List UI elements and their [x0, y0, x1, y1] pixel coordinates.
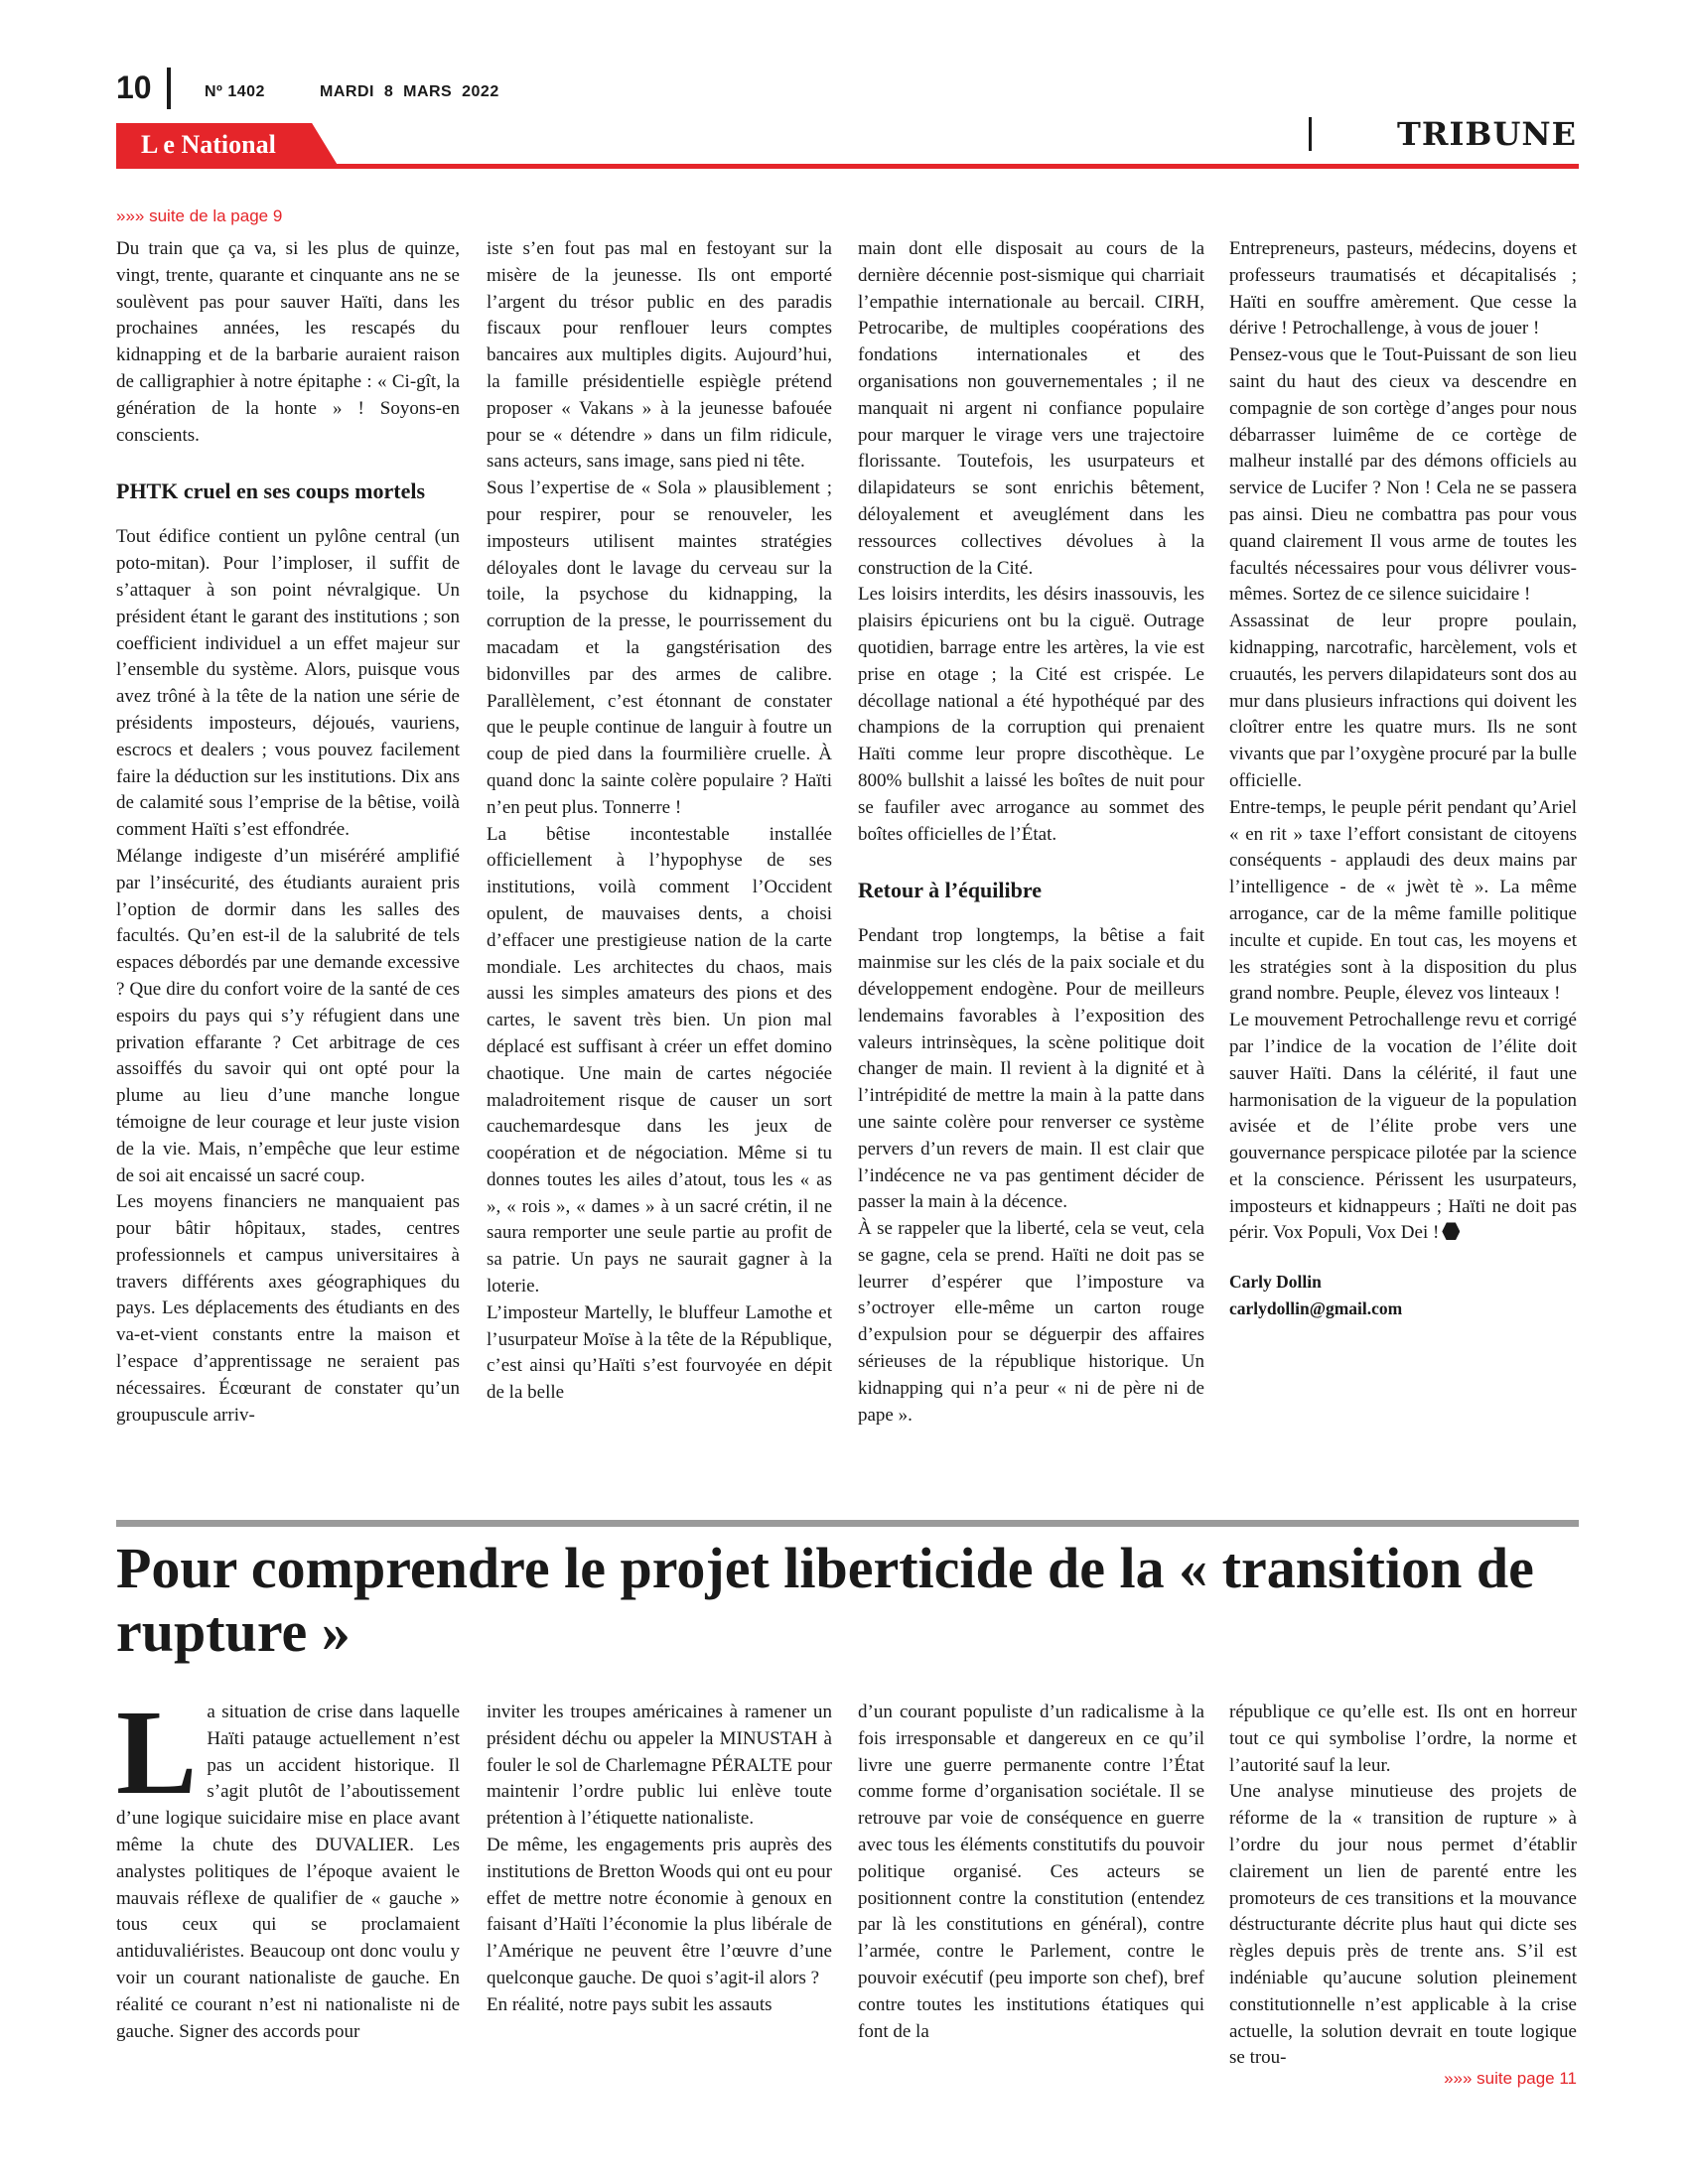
article1-column-3: [858, 236, 1204, 1429]
closing-paragraph-text: Le mouvement Petrochallenge revu et corrigé par l’indice de la vocation de l’élite doit sauver Haïti. Dans la célérité, il faut une harmonisation de la vigueur de la population avisée et de l’élite probe vers une gouvernance perspicace pilotée par la science et la conscience. Périssent les usurpateurs, imposteurs et kidnappeurs ; Haïti ne doit pas périr. Vox Populi, Vox Dei !: [1229, 1010, 1577, 1244]
paragraph: Du train que ça va, si les plus de quinze, vingt, trente, quarante et cinquante ans ne se soulèvent pas pour sauver Haïti, dans les prochaines années, les rescapés du kidnapping et de la barbarie auraient raison de calligraphier à notre épitaphe : « Ci-gît, la génération de la honte » ! Soyons-en conscients.: [116, 238, 460, 446]
paragraph: Tout édifice contient un pylône central (un poto-mitan). Pour l’imploser, il suffit de s’attaquer à son point névralgique. Un président étant le garant des institutions ; son coefficient individuel a un effet majeur sur l’ensemble du système. Alors, puisque vous avez trôné à la tête de la nation une série de présidents imposteurs, déjoués, vauriens, escrocs et dealers ; vous pouvez facilement faire la déduction sur les institutions. Dix ans de calamité sous l’emprise de la bêtise, voilà comment Haïti s’est effondrée.: [116, 526, 460, 841]
page-number: 10: [116, 69, 152, 105]
paragraph: Sous l’expertise de « Sola » plausiblement ; pour respirer, pour se renouveler, les imposteurs utilisent maintes stratégies déloyales dont le lavage du cerveau sur la toile, la psychose du kidnapping, la corruption de la presse, le pourrissement du macadam et la gangstérisation des bidonvilles par des armes de calibre. Parallèlement, c’est étonnant de constater que le peuple continue de languir à foutre un coup de pied dans la fourmilière cruelle. À quand donc la sainte colère populaire ? Haïti n’en peut plus. Tonnerre !: [487, 478, 832, 818]
paragraph: Les loisirs interdits, les désirs inassouvis, les plaisirs épicuriens ont bu la ciguë. Outrage quotidien, barrage entre les artères, la vie est prise en otage ; la Cité est crispée. Le décollage national a été hypothéqué par des champions de la corruption qui prenaient Haïti comme leur propre discothèque. Le 800% bullshit a laissé les boîtes de nuit pour se faufiler avec arrogance au sommet des boîtes officielles de l’État.: [858, 584, 1204, 845]
paragraph: Une analyse minutieuse des projets de réforme de la « transition de rupture » à l’ordre du jour nous permet d’établir clairement un lien de parenté entre les promoteurs de ces transitions et la mouvance déstructurante décrite plus haut qui dicte ses règles depuis près de trente ans. S’il est indéniable qu’aucune solution pleinement constitutionnelle n’est applicable à la crise actuelle, la solution devrait en toute logique se trou-: [1229, 1781, 1577, 2069]
paragraph: La bêtise incontestable installée officiellement à l’hypophyse de ses institutions, voilà comment l’Occident opulent, de mauvaises dents, a choisi d’effacer une prestigieuse nation de la carte mondiale. Les architectes du chaos, mais aussi les simples amateurs des pions et des cartes, le savent très bien. Un pion mal déplacé est suffisant à créer un effet domino chaotique. Une main de cartes négociée maladroitement risque de causer un sort cauchemardesque dans les jeux de coopération et de négociation. Même si tu donnes toutes les ailes d’atout, tous les « as », « rois », « dames » à un sacré crétin, il ne saura remporter une seule partie au profit de sa patrie. Un pays ne saurait gagner à la loterie.: [487, 823, 832, 1297]
paragraph: [116, 1686, 460, 2045]
article1-column-4: [1229, 236, 1577, 1322]
subheading: Retour à l’équilibre: [858, 878, 1042, 903]
article-divider: [116, 1520, 1579, 1527]
paragraph: république ce qu’elle est. Ils ont en horreur tout ce qui symbolise l’ordre, la norme et l’autorité sauf la leur.: [1229, 1702, 1577, 1776]
brand-logo: L e National: [141, 130, 276, 159]
subheading: PHTK cruel en ses coups mortels: [116, 478, 426, 504]
section-title: TRIBUNE: [1397, 115, 1577, 153]
article1-column-1: [116, 236, 460, 1429]
continued-from-link[interactable]: »»» suite de la page 9: [116, 206, 283, 225]
paragraph: main dont elle disposait au cours de la dernière décennie post-sismique qui charriait l’empathie internationale au bercail. CIRH, Petrocaribe, de multiples coopérations des fondations internationales et des organisations non gouvernementales ; il ne manquait ni argent ni confiance populaire pour marquer le virage vers une trajectoire florissante. Toutefois, les usurpateurs et dilapidateurs se sont enrichis bêtement, déloyalement et aveuglément dans les ressources collectives dévolues à la construction de la Cité.: [858, 238, 1204, 579]
paragraph: [1229, 1008, 1577, 1247]
paragraph: En réalité, notre pays subit les assauts: [487, 1993, 773, 2015]
paragraph: Assassinat de leur propre poulain, kidnapping, narcotrafic, harcèlement, vols et cruautés, les pervers dilapidateurs sont dos au mur dans plusieurs infractions qui doivent les cloîtrer entre les quatre murs. Ils ne sont vivants que par l’oxygène procuré par la bulle officielle.: [1229, 611, 1577, 791]
paragraph-text: a situation de crise dans laquelle Haïti patauge actuellement n’est pas un accident historique. Il s’agit plutôt de l’aboutissement d’une logique suicidaire mise en place avant même la chute des DUVALIER. Les analystes politiques de l’époque avaient le mauvais réflexe de qualifier de « gauche » tous ceux qui se proclamaient antiduvaliéristes. Beaucoup ont donc voulu y voir un courant nationaliste de gauche. En réalité ce courant n’est ni nationaliste ni de gauche. Signer des accords pour: [116, 1702, 460, 2042]
article1-column-2: [487, 236, 832, 1407]
drop-cap: L: [116, 1686, 198, 1820]
issue-date: MARDI 8 MARS 2022: [320, 83, 499, 100]
paragraph: L’imposteur Martelly, le bluffeur Lamothe et l’usurpateur Moïse à la tête de la République, c’est ainsi qu’Haïti s’est fourvoyée en dépit de la belle: [487, 1301, 832, 1404]
author-email-link[interactable]: carlydollin@gmail.com: [1229, 1298, 1403, 1319]
paragraph: Entrepreneurs, pasteurs, médecins, doyens et professeurs traumatisés et décapitalisés ; Haïti en souffre amèrement. Que cesse la dérive ! Petrochallenge, à vous de jouer !: [1229, 238, 1577, 340]
page-number-divider: [167, 68, 171, 109]
author-name: Carly Dollin: [1229, 1272, 1322, 1293]
article2-column-3: [858, 1700, 1204, 2045]
paragraph: inviter les troupes américaines à ramener un président déchu ou appeler la MINUSTAH à fouler le sol de Charlemagne PÉRALTE pour maintenir l’ordre public lui enlève toute prétention à l’étiquette nationaliste.: [487, 1702, 832, 1830]
paragraph: Les moyens financiers ne manquaient pas pour bâtir hôpitaux, stades, centres professionnels et campus universitaires à travers différents axes géographiques du pays. Les déplacements des étudiants en des va-et-vient constants entre la maison et l’espace d’apprentissage ne seraient pas nécessaires. Écœurant de constater qu’un groupuscule arriv-: [116, 1191, 460, 1426]
paragraph: À se rappeler que la liberté, cela se veut, cela se gagne, cela se prend. Haïti ne doit pas se leurrer d’espérer que l’imposture va s’octroyer elle-même un carton rouge d’expulsion pour se déguerpir des affaires sérieuses de la république historique. Un kidnapping qui n’a peur « ni de père ni de pape ».: [858, 1218, 1204, 1426]
paragraph: Pensez-vous que le Tout-Puissant de son lieu saint du haut des cieux va descendre en compagnie de son cortège d’anges pour nous débarrasser luimême de ce cortège de malheur installé par des démons officiels au service de Lucifer ? Non ! Cela ne se passera pas ainsi. Dieu ne combattra pas pour vous quand clairement Il vous arme de toutes les facultés nécessaires pour vous délivrer vous-mêmes. Sortez de ce silence suicidaire !: [1229, 344, 1577, 606]
section-divider: [1309, 117, 1312, 151]
end-of-article-icon: [1442, 1222, 1460, 1240]
issue-number: Nº 1402: [205, 83, 265, 100]
article2-column-1: [116, 1686, 460, 2045]
article2-headline: Pour comprendre le projet liberticide de la « transition de rupture »: [116, 1536, 1534, 1664]
paragraph: d’un courant populiste d’un radicalisme à la fois irresponsable et dangereux en ce qu’il livre une guerre permanente contre l’État comme forme d’organisation sociétale. Il se retrouve par voie de conséquence en guerre avec tous les éléments constitutifs du pouvoir politique organisé. Ces acteurs se positionnent contre la constitution (entendez par là les constitutions en général), contre l’armée, contre le Parlement, contre le pouvoir exécutif (peu importe son chef), bref contre toutes les institutions étatiques qui font de la: [858, 1702, 1204, 2042]
continued-to-link[interactable]: »»» suite page 11: [1444, 2069, 1577, 2088]
article2-column-4: [1229, 1700, 1577, 2072]
paragraph: Pendant trop longtemps, la bêtise a fait mainmise sur les clés de la paix sociale et du développement endogène. Pour de meilleurs lendemains favorables à l’exposition des valeurs intrinsèques, la scène politique doit changer de main. Il revient à la dignité et à l’intrépidité de mettre la main à la patte dans une sainte colère pour renverser ce système pervers d’un revers de main. Il est clair que l’indécence ne va pas gentiment décider de passer la main à la décence.: [858, 925, 1204, 1213]
paragraph: iste s’en fout pas mal en festoyant sur la misère de la jeunesse. Ils ont emporté l’argent du trésor public en des paradis fiscaux pour renflouer leurs comptes bancaires aux multiples digits. Aujourd’hui, la famille présidentielle espiègle prétend proposer « Vakans » à la jeunesse bafouée pour se « détendre » dans un film ridicule, sans acteurs, sans image, sans pied ni tête.: [487, 238, 832, 473]
article2-column-2: [487, 1700, 832, 2019]
paragraph: Mélange indigeste d’un miséréré amplifié par l’insécurité, des étudiants auraient pris l’option de dormir dans les salles des facultés. Qu’en est-il de la salubrité de tels espaces débordés par une demande excessive ? Que dire du confort voire de la santé de ces espoirs du pays qui s’y réfugient dans une privation effarante ? Cet arbitrage de ces assoiffés du savoir qui ont opté pour la plume au lieu d’une manche longue témoigne de leur courage et leur juste vision de la vie. Mais, n’empêche que leur estime de soi ait encaissé un sacré coup.: [116, 845, 460, 1186]
paragraph: De même, les engagements pris auprès des institutions de Bretton Woods qui ont eu pour effet de mettre notre économie à genoux en faisant d’Haïti l’économie la plus libérale de l’Amérique ne peuvent être l’œuvre d’une quelconque gauche. De quoi s’agit-il alors ?: [487, 1834, 832, 1988]
header-rule: [116, 164, 1579, 169]
paragraph: Entre-temps, le peuple périt pendant qu’Ariel « en rit » taxe l’effort consistant de citoyens conséquents - applaudi des deux mains par l’intelligence - de « jwèt tè ». La même arrogance, car de la même famille politique inculte et cupide. En tout cas, les moyens et les stratégies sont à la disposition du plus grand nombre. Peuple, élevez vos linteaux !: [1229, 796, 1577, 1005]
